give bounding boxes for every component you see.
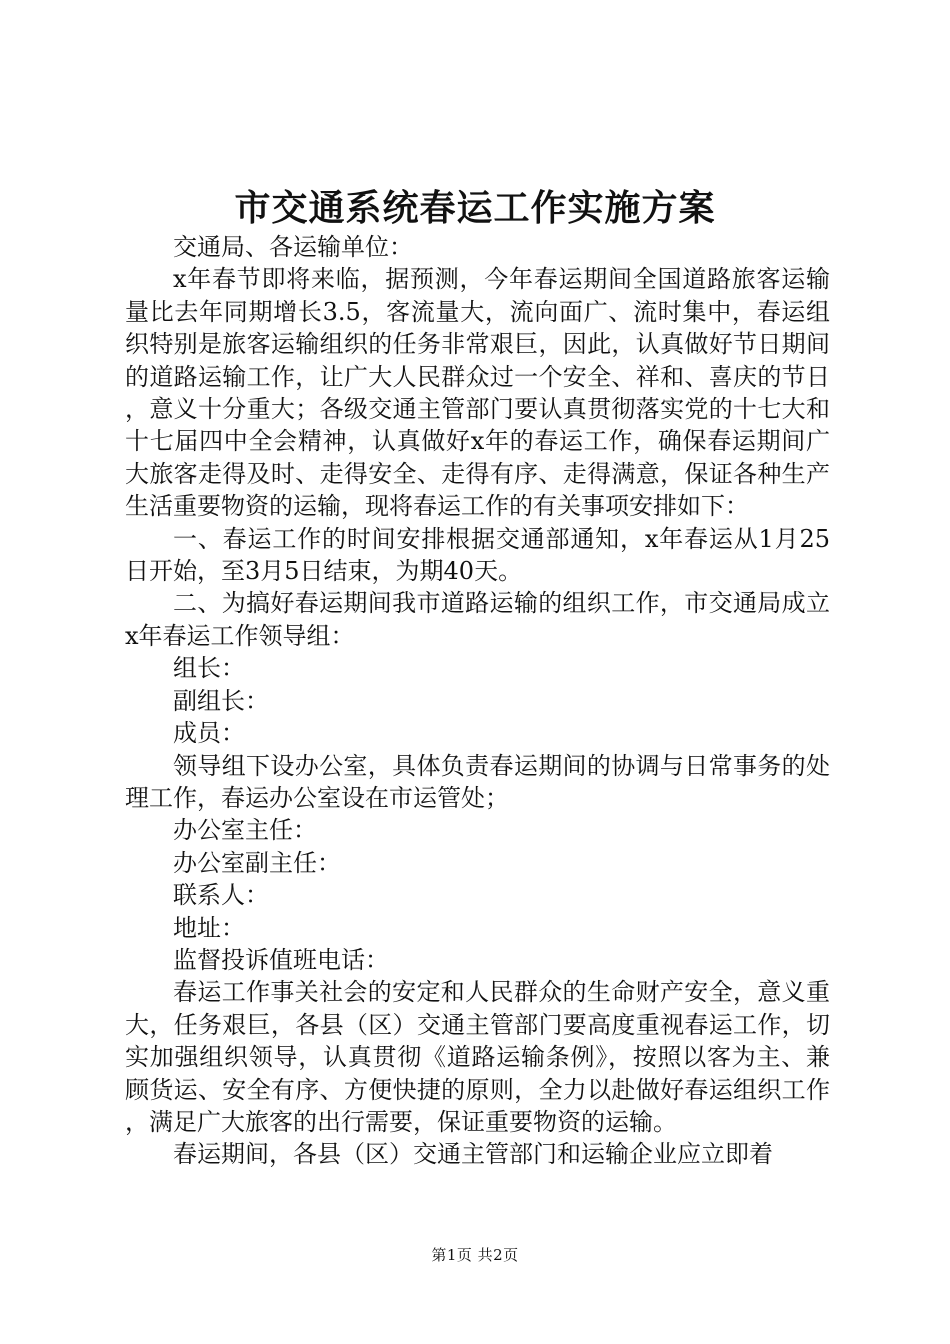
document-title: 市交通系统春运工作实施方案 [234, 187, 716, 229]
salutation-paragraph: 交通局、各运输单位： [173, 233, 413, 261]
office-director-line: 办公室主任： [173, 816, 317, 845]
page-number-footer: 第1页 共2页 [431, 1246, 519, 1264]
schedule-paragraph: 一、春运工作的时间安排根据交通部通知，x年春运从1月25日开始，至3月5日结束，为期40天。 [125, 524, 830, 586]
measures-paragraph: 春运期间，各县（区）交通主管部门和运输企业应立即着 [173, 1140, 773, 1169]
group-leader-line: 组长： [173, 654, 245, 683]
office-paragraph: 领导组下设办公室，具体负责春运期间的协调与日常事务的处理工作，春运办公室设在市运管处； [125, 751, 830, 812]
office-deputy-director-line: 办公室副主任： [173, 848, 341, 877]
contact-person-line: 联系人： [173, 881, 269, 910]
leadership-group-paragraph: 二、为搞好春运期间我市道路运输的组织工作，市交通局成立x年春运工作领导组： [125, 589, 830, 650]
document-body [125, 231, 830, 1171]
complaint-hotline-line: 监督投诉值班电话： [173, 945, 389, 974]
importance-paragraph: 春运工作事关社会的安定和人民群众的生命财产安全，意义重大，任务艰巨，各县（区）交通主管部门要高度重视春运工作，切实加强组织领导，认真贯彻《道路运输条例》，按照以客为主、兼顾货运、安全有序、方便快捷的原则，全力以赴做好春运组织工作，满足广大旅客的出行需要，保证重要物资的运输。 [125, 978, 830, 1136]
deputy-leader-line: 副组长： [173, 686, 269, 715]
intro-paragraph: x年春节即将来临，据预测，今年春运期间全国道路旅客运输量比去年同期增长3.5，客流量大，流向面广、流时集中，春运组织特别是旅客运输组织的任务非常艰巨，因此，认真做好节日期间的道路运输工作，让广大人民群众过一个安全、祥和、喜庆的节日，意义十分重大；各级交通主管部门要认真贯彻落实党的十七大和十七届四中全会精神，认真做好x年的春运工作，确保春运期间广大旅客走得及时、走得安全、走得有序、走得满意，保证各种生产生活重要物资的运输，现将春运工作的有关事项安排如下： [125, 265, 830, 521]
address-line: 地址： [173, 913, 245, 942]
members-line: 成员： [173, 719, 245, 748]
